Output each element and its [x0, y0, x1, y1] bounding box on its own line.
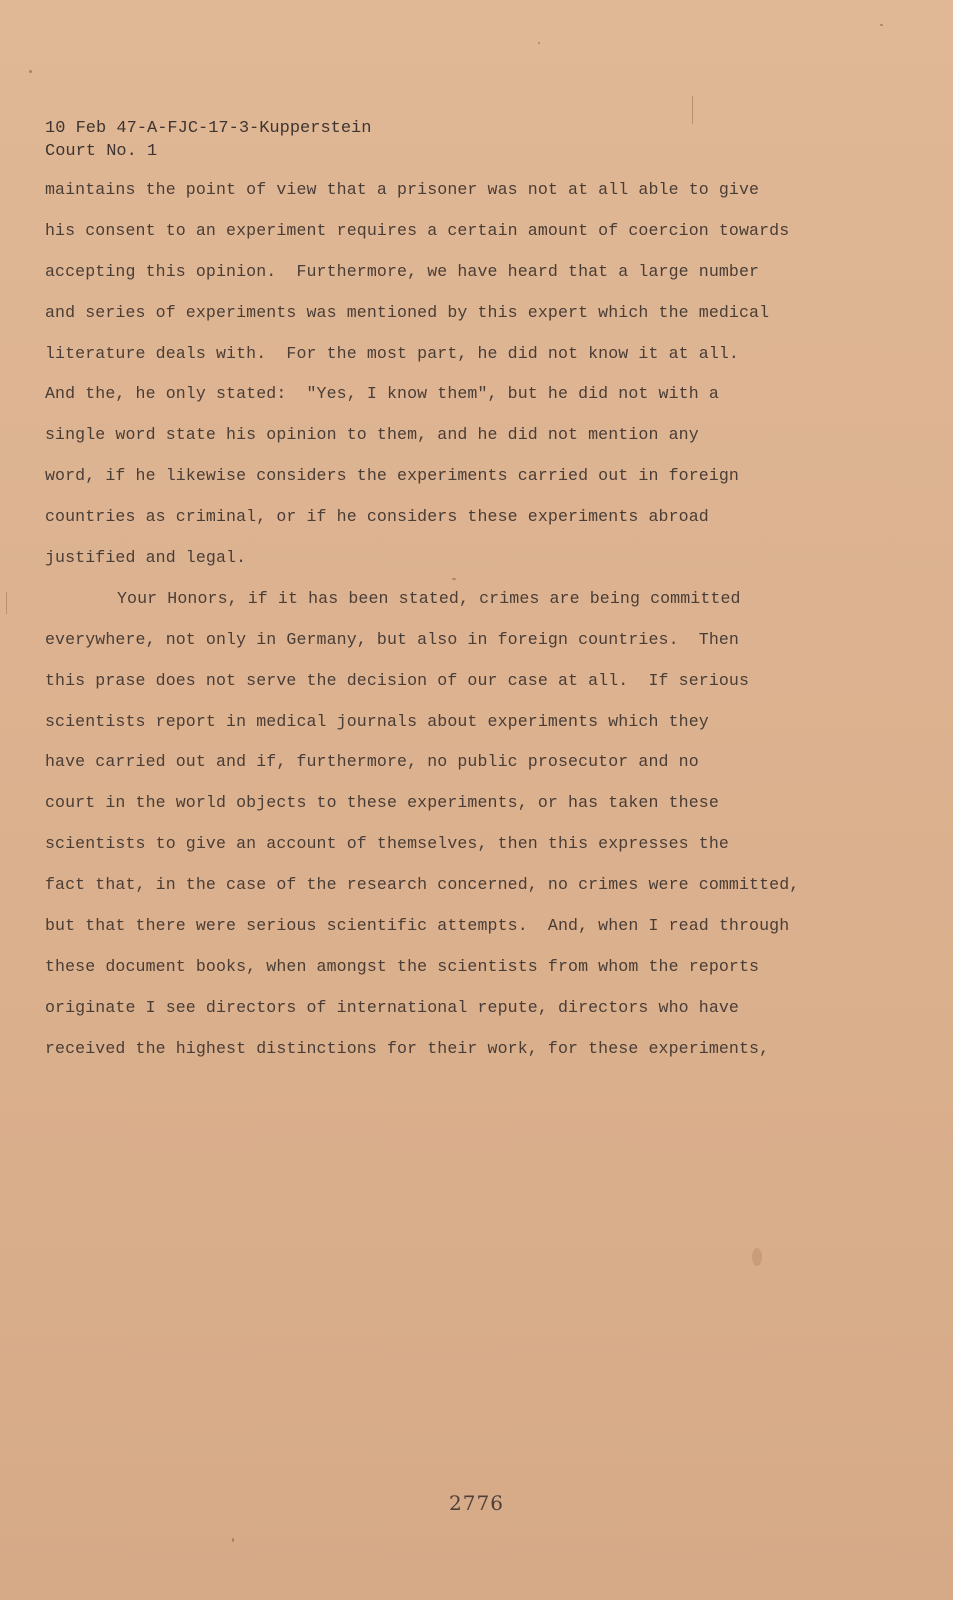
case-reference: 10 Feb 47-A-FJC-17-3-Kupperstein: [45, 119, 372, 138]
text-line: received the highest distinctions for their work, for these experiments,: [45, 1038, 770, 1058]
text-line: this prase does not serve the decision of our case at all. If serious: [45, 670, 750, 690]
text-line: literature deals with. For the most part, he did not know it at all.: [45, 343, 739, 363]
paper-speck: [232, 1538, 234, 1542]
paper-speck: [538, 42, 540, 44]
text-line: and series of experiments was mentioned by this expert which the medical: [45, 302, 770, 322]
paper-speck: [29, 70, 32, 73]
text-line: these document books, when amongst the scientists from whom the reports: [45, 956, 760, 976]
text-line: originate I see directors of international repute, directors who have: [45, 997, 739, 1017]
document-body: [45, 170, 815, 1070]
paper-crease: [692, 96, 693, 124]
page-number: 2776: [449, 1491, 504, 1515]
text-line: scientists to give an account of themselves, then this expresses the: [45, 834, 729, 854]
court-number: Court No. 1: [45, 142, 158, 161]
text-line: fact that, in the case of the research concerned, no crimes were committed,: [45, 875, 800, 895]
text-line: court in the world objects to these experiments, or has taken these: [45, 793, 719, 813]
text-line: scientists report in medical journals about experiments which they: [45, 711, 709, 731]
text-line: but that there were serious scientific attempts. And, when I read through: [45, 916, 790, 936]
text-line: countries as criminal, or if he considers these experiments abroad: [45, 507, 709, 527]
text-line: maintains the point of view that a prisoner was not at all able to give: [45, 180, 760, 199]
text-line: everywhere, not only in Germany, but also in foreign countries. Then: [45, 629, 739, 649]
paper-speck: [880, 24, 883, 26]
paper-crease: [6, 592, 7, 614]
text-line: single word state his opinion to them, and he did not mention any: [45, 425, 699, 445]
text-line: have carried out and if, furthermore, no public prosecutor and no: [45, 752, 699, 772]
text-line: justified and legal.: [45, 548, 247, 568]
document-header: [45, 117, 371, 163]
text-line: Your Honors, if it has been stated, crimes are being committed: [117, 588, 741, 608]
text-line: his consent to an experiment requires a certain amount of coercion towards: [45, 220, 790, 240]
text-line: And the, he only stated: "Yes, I know them", but he did not with a: [45, 384, 719, 404]
text-line: accepting this opinion. Furthermore, we have heard that a large number: [45, 261, 760, 281]
paper-stain: [752, 1248, 762, 1266]
text-line: word, if he likewise considers the experiments carried out in foreign: [45, 466, 739, 486]
